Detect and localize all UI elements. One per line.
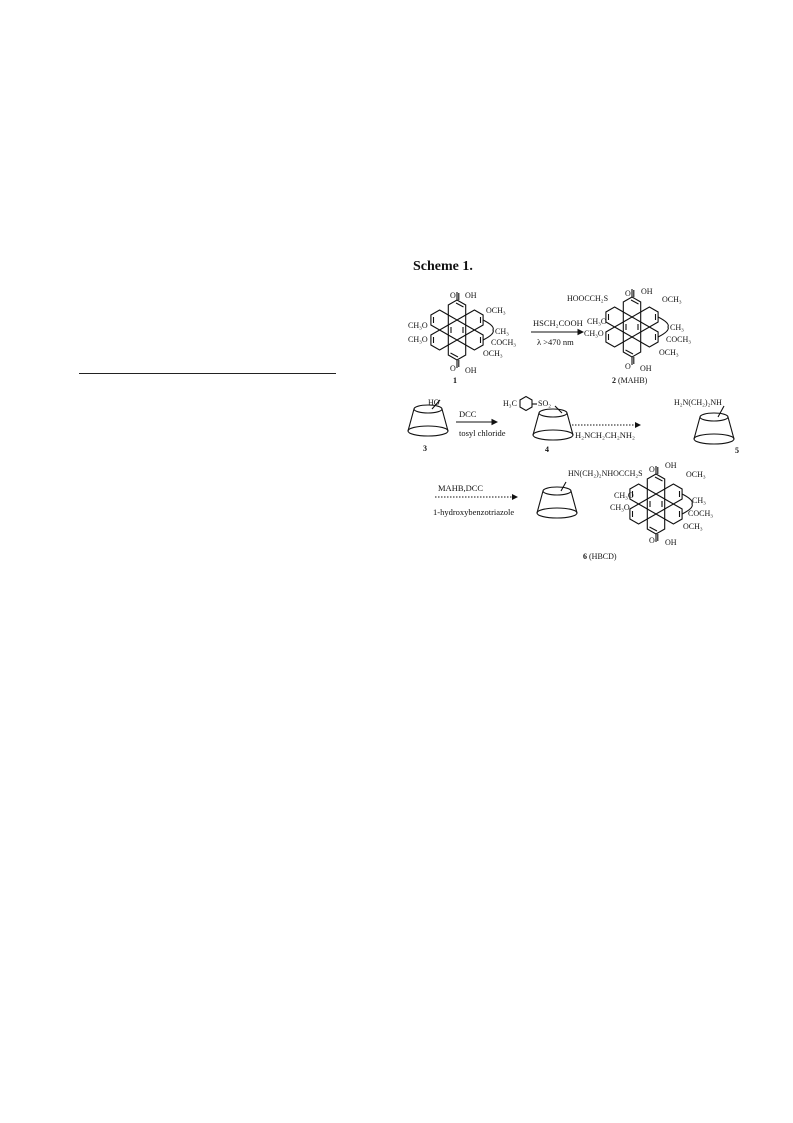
reaction-2-condition: tosyl chloride xyxy=(459,428,506,438)
reaction-1-condition: λ >470 nm xyxy=(537,337,574,347)
c6-och3-bottom: OCH₃ xyxy=(683,522,703,531)
compound-5-label: 5 xyxy=(735,446,739,455)
compound-4-label: 4 xyxy=(545,445,549,454)
c2-ch3o-2: CH₃O xyxy=(584,329,604,338)
scheme-heading: Scheme 1. xyxy=(413,259,473,274)
c1-oh-bottom: OH xyxy=(465,366,477,375)
c1-och3-top: OCH₃ xyxy=(486,306,506,315)
c1-ch3o-2: CH₃O xyxy=(408,335,428,344)
c1-ch3o-1: CH₃O xyxy=(408,321,428,330)
c2-o-top: O xyxy=(625,289,631,298)
c1-o-bottom: O xyxy=(450,364,456,373)
c1-ch3: CH₃ xyxy=(495,327,509,336)
c6-coch3: COCH₃ xyxy=(688,509,714,518)
reaction-4-condition: 1-hydroxybenzotriazole xyxy=(433,507,515,517)
c6-ch3o-1: CH₃O xyxy=(614,491,634,500)
reaction-4-reagent: MAHB,DCC xyxy=(438,483,484,493)
c6-och3-top: OCH₃ xyxy=(686,470,706,479)
c3-ho: HO xyxy=(428,398,440,407)
c2-o-bottom: O xyxy=(625,362,631,371)
c2-och3-bottom: OCH₃ xyxy=(659,348,679,357)
c1-coch3: COCH₃ xyxy=(491,338,517,347)
c5-amine: H₂N(CH₂)₂NH xyxy=(674,398,722,407)
c4-h3c: H₃C xyxy=(503,399,517,408)
c4-so2: SO₂ xyxy=(538,399,552,408)
c2-och3-top: OCH₃ xyxy=(662,295,682,304)
reaction-1-reagent: HSCH₂COOH xyxy=(533,318,583,328)
c2-hooc: HOOCCH₂S xyxy=(567,294,609,303)
c6-ch3: CH₃ xyxy=(692,496,706,505)
c6-linker: HN(CH₂)₂NHOCCH₂S xyxy=(568,469,643,478)
c1-och3-bottom: OCH₃ xyxy=(483,349,503,358)
c6-o-top: O xyxy=(649,465,655,474)
compound-3-label: 3 xyxy=(423,444,427,453)
compound-2-label: 2 (MAHB) xyxy=(612,376,648,385)
compound-6-label: 6 (HBCD) xyxy=(583,552,617,561)
c2-oh-top: OH xyxy=(641,287,653,296)
reaction-2-reagent: DCC xyxy=(459,409,477,419)
c6-oh-bottom: OH xyxy=(665,538,677,547)
c2-ch3o-1: CH₃O xyxy=(587,317,607,326)
c2-ch3: CH₃ xyxy=(670,323,684,332)
c6-ch3o-2: CH₃O xyxy=(610,503,630,512)
reaction-3-reagent: H₂NCH₂CH₂NH₂ xyxy=(575,430,636,440)
compound-5-structure xyxy=(694,406,734,444)
compound-1-label: 1 xyxy=(453,376,457,385)
c1-oh-top: OH xyxy=(465,291,477,300)
c1-o-top: O xyxy=(450,291,456,300)
c2-coch3: COCH₃ xyxy=(666,335,692,344)
c6-o-bottom: O xyxy=(649,536,655,545)
c2-oh-bottom: OH xyxy=(640,364,652,373)
c6-oh-top: OH xyxy=(665,461,677,470)
